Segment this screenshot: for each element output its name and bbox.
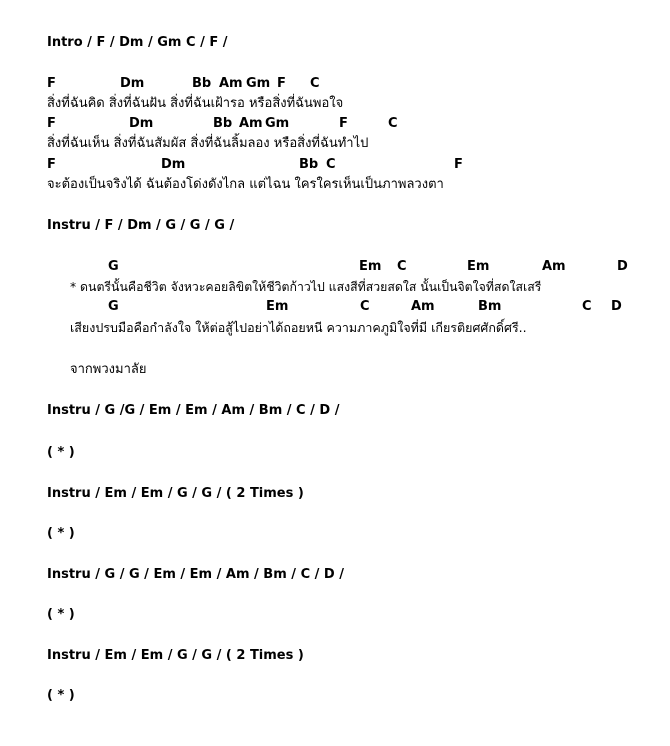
chord: Bm bbox=[478, 299, 502, 314]
chord: Dm bbox=[120, 76, 145, 91]
chord: Dm bbox=[161, 157, 186, 172]
chord: F bbox=[277, 76, 286, 91]
chorus-lyric-2: เสียงปรบมือคือกำลังใจ ให้ต่อสู้ไปอย่าได้ถอยหนี ความภาคภูมิใจที่มี เกียรติยศศักดิ์ศรี.. bbox=[70, 320, 527, 335]
chord: G bbox=[108, 299, 119, 314]
chorus-repeat-marker: ( * ) bbox=[47, 526, 75, 541]
chord: F bbox=[339, 116, 348, 131]
chord: F bbox=[47, 76, 56, 91]
chord: Bb bbox=[213, 116, 233, 131]
instru-line: Instru / G / G / Em / Em / Am / Bm / C / D / bbox=[47, 567, 344, 582]
chord: Am bbox=[239, 116, 263, 131]
source-note: จากพวงมาลัย bbox=[70, 362, 147, 377]
chorus-repeat-marker: ( * ) bbox=[47, 607, 75, 622]
verse-lyric-2: สิ่งที่ฉันเห็น สิ่งที่ฉันสัมผัส สิ่งที่ฉันลิ้มลอง หรือสิ่งที่ฉันทำไป bbox=[47, 136, 369, 151]
chord: C bbox=[326, 157, 336, 172]
chord: Em bbox=[467, 259, 490, 274]
chord: Em bbox=[359, 259, 382, 274]
chord: G bbox=[108, 259, 119, 274]
chord: C bbox=[360, 299, 370, 314]
chord: F bbox=[47, 116, 56, 131]
chord: F bbox=[47, 157, 56, 172]
instru-line: Instru / F / Dm / G / G / G / bbox=[47, 218, 235, 233]
verse-lyric-1: สิ่งที่ฉันคิด สิ่งที่ฉันฝัน สิ่งที่ฉันเฝ้ารอ หรือสิ่งที่ฉันพอใจ bbox=[47, 96, 344, 111]
chorus-repeat-marker: ( * ) bbox=[47, 445, 75, 460]
chord: Am bbox=[542, 259, 566, 274]
chord: Dm bbox=[129, 116, 154, 131]
chorus-repeat-marker: ( * ) bbox=[47, 688, 75, 703]
chord: Gm bbox=[246, 76, 271, 91]
chord: F bbox=[454, 157, 463, 172]
chord: Am bbox=[411, 299, 435, 314]
chord: C bbox=[310, 76, 320, 91]
verse-lyric-3: จะต้องเป็นจริงได้ ฉันต้องโด่งดังไกล แต่ไฉน ใครใครเห็นเป็นภาพลวงตา bbox=[47, 177, 444, 192]
chord: C bbox=[397, 259, 407, 274]
chord: Am bbox=[219, 76, 243, 91]
chord: Gm bbox=[265, 116, 290, 131]
chord: D bbox=[617, 259, 628, 274]
chord: C bbox=[388, 116, 398, 131]
chorus-lyric-1: * ดนตรีนั้นคือชีวิต จังหวะคอยลิขิตให้ชีวิตก้าวไป แสงสีที่สวยสดใส นั้นเป็นจิตใจที่สดใสเสรี bbox=[70, 280, 542, 294]
chord: C bbox=[582, 299, 592, 314]
chord: Em bbox=[266, 299, 289, 314]
instru-line: Instru / G /G / Em / Em / Am / Bm / C / D / bbox=[47, 403, 340, 418]
instru-line: Instru / Em / Em / G / G / ( 2 Times ) bbox=[47, 486, 304, 501]
chord: D bbox=[611, 299, 622, 314]
chord: Bb bbox=[192, 76, 212, 91]
intro-line: Intro / F / Dm / Gm C / F / bbox=[47, 35, 228, 50]
instru-line: Instru / Em / Em / G / G / ( 2 Times ) bbox=[47, 648, 304, 663]
chord: Bb bbox=[299, 157, 319, 172]
